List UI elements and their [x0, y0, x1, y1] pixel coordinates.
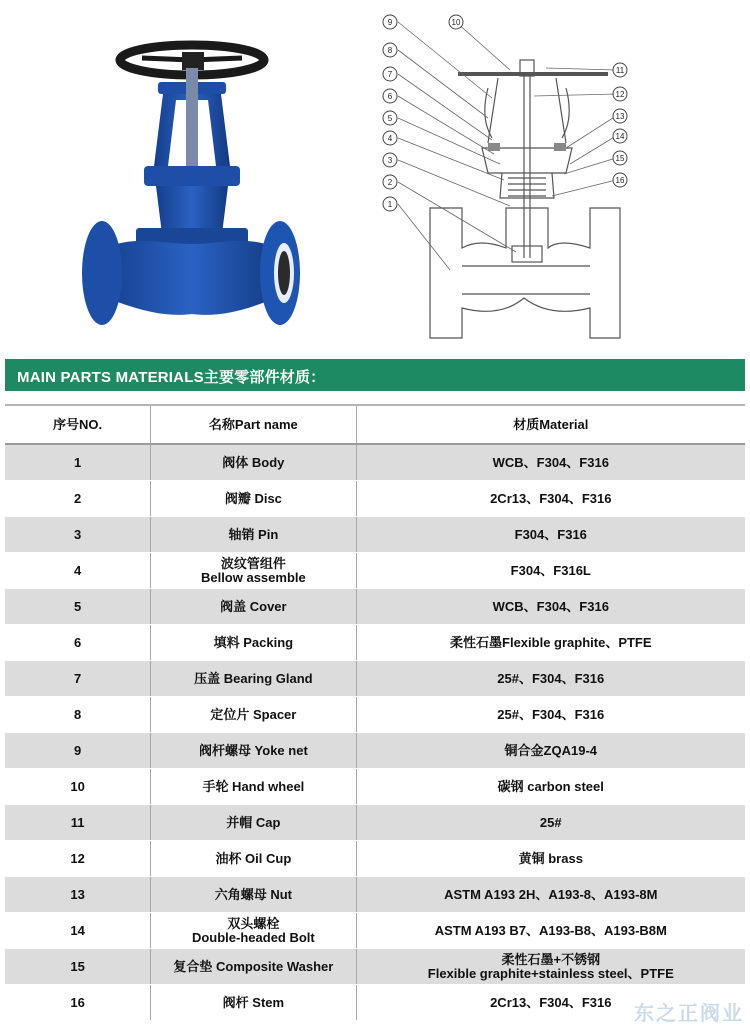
material-text: 柔性石墨Flexible graphite、PTFE [450, 634, 652, 650]
callout-8: 8 [387, 46, 393, 55]
material-text: 黄铜 brass [518, 850, 583, 866]
callout-14: 14 [615, 132, 625, 141]
part-name-text-en: Bellow assemble [200, 569, 306, 585]
cell-no: 2 [5, 481, 151, 517]
materials-table [5, 404, 745, 1021]
callout-15: 15 [615, 154, 625, 163]
cell-material [356, 625, 745, 661]
table-row [5, 553, 745, 589]
material-text: 柔性石墨+不锈钢 [501, 951, 601, 967]
cell-material [356, 589, 745, 625]
cell-material [356, 805, 745, 841]
part-name-text: 阀盖 Cover [220, 598, 287, 614]
cell-part-name [151, 589, 356, 625]
part-name-text: 并帽 Cap [226, 814, 281, 830]
cell-part-name [151, 661, 356, 697]
cell-material [356, 661, 745, 697]
part-name-text: 阀瓣 Disc [224, 490, 282, 506]
table-row [5, 697, 745, 733]
callout-2: 2 [387, 178, 393, 187]
cell-no: 16 [5, 985, 151, 1021]
callout-5: 5 [387, 114, 393, 123]
material-text: ASTM A193 B7、A193-B8、A193-B8M [434, 922, 667, 938]
cell-material [356, 733, 745, 769]
cell-part-name [151, 697, 356, 733]
cell-part-name [151, 481, 356, 517]
part-name-text: 双头螺栓 [227, 915, 280, 931]
table-row [5, 625, 745, 661]
part-name-text: 压盖 Bearing Gland [194, 670, 313, 686]
part-name-text-en: Double-headed Bolt [191, 929, 315, 945]
material-text: F304、F316L [510, 562, 591, 578]
cell-material [356, 444, 745, 481]
material-text: 碳钢 carbon steel [497, 778, 604, 794]
header-part-name: 名称Part name [151, 405, 356, 444]
valve-section-drawing [370, 8, 640, 348]
section-title: MAIN PARTS MATERIALS主要零部件材质： [17, 369, 326, 386]
cell-no: 10 [5, 769, 151, 805]
cell-part-name [151, 985, 356, 1021]
part-name-text: 复合垫 Composite Washer [173, 958, 334, 974]
cell-part-name [151, 553, 356, 589]
callout-4: 4 [387, 134, 393, 143]
cell-no: 11 [5, 805, 151, 841]
cell-no: 6 [5, 625, 151, 661]
section-banner [5, 359, 745, 391]
part-name-text: 阀体 Body [222, 454, 285, 470]
cell-material [356, 877, 745, 913]
table-row [5, 949, 745, 985]
cell-material [356, 697, 745, 733]
valve-photo [72, 38, 310, 338]
cell-no: 12 [5, 841, 151, 877]
table-row [5, 444, 745, 481]
table-row [5, 841, 745, 877]
table-header-row [5, 405, 745, 444]
part-name-text: 填料 Packing [213, 634, 294, 650]
callout-7: 7 [387, 70, 393, 79]
material-text: 25#、F304、F316 [497, 706, 605, 722]
part-name-text: 波纹管组件 [220, 555, 286, 571]
callout-10: 10 [451, 18, 461, 27]
callout-11: 11 [615, 66, 625, 75]
cell-part-name [151, 733, 356, 769]
material-text: 2Cr13、F304、F316 [490, 994, 612, 1010]
material-text: WCB、F304、F316 [492, 454, 609, 470]
part-name-text: 轴销 Pin [228, 526, 279, 542]
cell-no: 15 [5, 949, 151, 985]
part-name-text: 油杯 Oil Cup [215, 850, 292, 866]
part-name-text: 阀杆螺母 Yoke net [198, 742, 308, 758]
material-text-en: Flexible graphite+stainless steel、PTFE [427, 965, 674, 981]
table-row [5, 805, 745, 841]
cell-part-name [151, 841, 356, 877]
material-text: 25# [539, 814, 562, 830]
cell-material [356, 553, 745, 589]
cell-no: 3 [5, 517, 151, 553]
cell-no: 1 [5, 444, 151, 481]
cell-material [356, 517, 745, 553]
cell-material [356, 913, 745, 949]
callout-1: 1 [387, 200, 393, 209]
cell-material [356, 769, 745, 805]
table-row [5, 769, 745, 805]
cell-part-name [151, 877, 356, 913]
part-name-text: 阀杆 Stem [222, 994, 285, 1010]
cell-no: 13 [5, 877, 151, 913]
table-row [5, 517, 745, 553]
cell-no: 9 [5, 733, 151, 769]
material-text: 铜合金ZQA19-4 [504, 742, 598, 758]
cell-no: 8 [5, 697, 151, 733]
cell-part-name [151, 949, 356, 985]
material-text: WCB、F304、F316 [492, 598, 609, 614]
table-row [5, 877, 745, 913]
cell-no: 14 [5, 913, 151, 949]
header-material: 材质Material [356, 405, 745, 444]
cell-material [356, 481, 745, 517]
material-text: 25#、F304、F316 [497, 670, 605, 686]
cell-material [356, 949, 745, 985]
part-name-text: 手轮 Hand wheel [202, 778, 305, 794]
callout-16: 16 [615, 176, 625, 185]
material-text: 2Cr13、F304、F316 [490, 490, 612, 506]
table-row [5, 589, 745, 625]
table-row [5, 913, 745, 949]
cell-no: 5 [5, 589, 151, 625]
material-text: ASTM A193 2H、A193-8、A193-8M [444, 886, 658, 902]
table-row [5, 733, 745, 769]
cell-part-name [151, 444, 356, 481]
table-row [5, 661, 745, 697]
callout-13: 13 [615, 112, 625, 121]
callout-9: 9 [387, 18, 393, 27]
cell-no: 7 [5, 661, 151, 697]
watermark: 东之正阀业 [634, 1003, 744, 1025]
cell-part-name [151, 805, 356, 841]
table-row [5, 481, 745, 517]
callout-3: 3 [387, 156, 393, 165]
cell-part-name [151, 769, 356, 805]
callout-6: 6 [387, 92, 393, 101]
product-illustrations [0, 0, 750, 352]
cell-no: 4 [5, 553, 151, 589]
part-name-text: 六角螺母 Nut [214, 886, 292, 902]
cell-material [356, 841, 745, 877]
cell-part-name [151, 625, 356, 661]
cell-part-name [151, 517, 356, 553]
callout-12: 12 [615, 90, 625, 99]
header-no: 序号NO. [5, 405, 151, 444]
cell-part-name [151, 913, 356, 949]
material-text: F304、F316 [514, 526, 587, 542]
part-name-text: 定位片 Spacer [210, 706, 297, 722]
